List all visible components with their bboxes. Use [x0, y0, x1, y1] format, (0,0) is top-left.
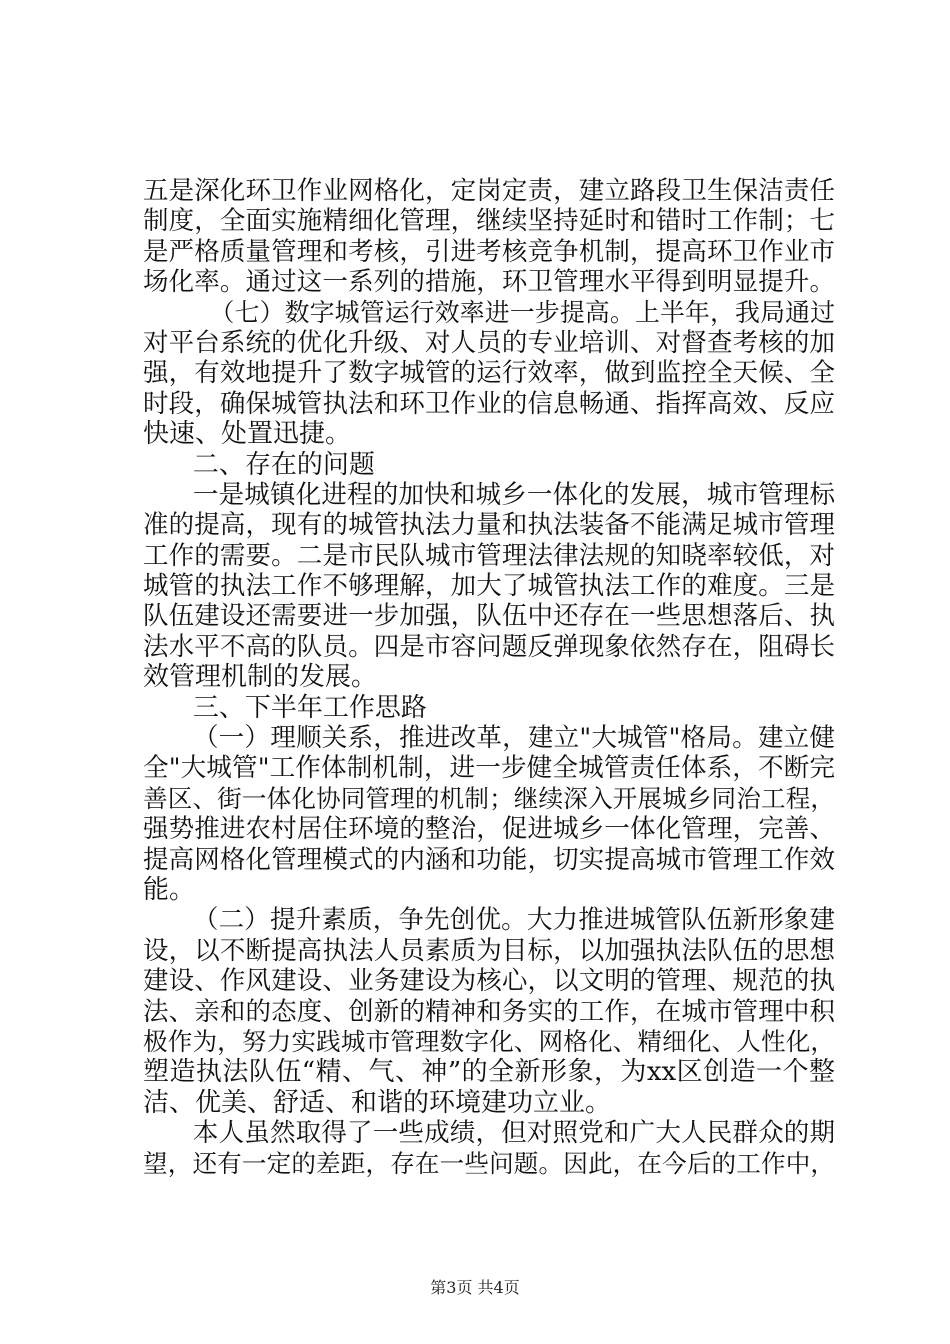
- text-line: 洁、优美、舒适、和谐的环境建功立业。: [143, 1087, 612, 1118]
- text-line: 效管理机制的发展。: [143, 662, 378, 693]
- text-line: （二）提升素质，争先创优。大力推进城管队伍新形象建: [192, 905, 835, 936]
- text-line: 制度，全面实施精细化管理，继续坚持延时和错时工作制；七: [143, 206, 835, 237]
- text-line: 队伍建设还需要进一步加强，队伍中还存在一些思想落后、执: [143, 601, 835, 632]
- text-line: 能。: [143, 874, 196, 905]
- text-line: 望，还有一定的差距，存在一些问题。因此，在今后的工作中，: [143, 1148, 835, 1178]
- text-line: 建设、作风建设、业务建设为核心，以文明的管理、规范的执: [143, 966, 835, 997]
- text-line: 本人虽然取得了一些成绩，但对照党和广大人民群众的期: [192, 1118, 835, 1149]
- text-line: 一是城镇化进程的加快和城乡一体化的发展，城市管理标: [192, 479, 835, 510]
- document-body: [143, 176, 835, 1179]
- text-line: 强势推进农村居住环境的整治，促进城乡一体化管理，完善、: [143, 814, 835, 845]
- text-line: 城管的执法工作不够理解，加大了城管执法工作的难度。三是: [143, 571, 835, 602]
- text-line: 法水平不高的队员。四是市容问题反弹现象依然存在，阻碍长: [143, 631, 835, 662]
- text-line: 三、下半年工作思路: [192, 692, 427, 723]
- text-line: 二、存在的问题: [192, 449, 375, 480]
- text-line: 提高网格化管理模式的内涵和功能，切实提高城市管理工作效: [143, 844, 835, 875]
- text-line: 塑造执法队伍“精、气、神”的全新形象，为xx区创造一个整: [143, 1057, 835, 1088]
- text-line: 是严格质量管理和考核，引进考核竞争机制，提高环卫作业市: [143, 236, 835, 267]
- text-line: 场化率。通过这一系列的措施，环卫管理水平得到明显提升。: [143, 267, 835, 298]
- text-line: 工作的需要。二是市民队城市管理法律法规的知晓率较低，对: [143, 540, 835, 571]
- text-line: 准的提高，现有的城管执法力量和执法装备不能满足城市管理: [143, 510, 835, 541]
- text-line: 设，以不断提高执法人员素质为目标，以加强执法队伍的思想: [143, 935, 835, 966]
- text-line: 极作为，努力实践城市管理数字化、网格化、精细化、人性化，: [143, 1026, 835, 1056]
- text-line: 强，有效地提升了数字城管的运行效率，做到监控全天候、全: [143, 358, 835, 389]
- text-line: 快速、处置迅捷。: [143, 419, 352, 450]
- text-line: 全"大城管"工作体制机制，进一步健全城管责任体系，不断完: [143, 753, 835, 784]
- text-line: 五是深化环卫作业网格化，定岗定责，建立路段卫生保洁责任: [143, 176, 835, 206]
- text-line: 善区、街一体化协同管理的机制；继续深入开展城乡同治工程，: [143, 783, 835, 813]
- page-footer: 第3页 共4页: [430, 1278, 520, 1297]
- text-line: （一）理顺关系，推进改革，建立"大城管"格局。建立健: [192, 723, 835, 754]
- text-line: 对平台系统的优化升级、对人员的专业培训、对督查考核的加: [143, 327, 835, 358]
- text-line: （七）数字城管运行效率进一步提高。上半年，我局通过: [209, 297, 835, 327]
- text-line: 时段，确保城管执法和环卫作业的信息畅通、指挥高效、反应: [143, 388, 835, 419]
- text-line: 法、亲和的态度、创新的精神和务实的工作，在城市管理中积: [143, 996, 835, 1027]
